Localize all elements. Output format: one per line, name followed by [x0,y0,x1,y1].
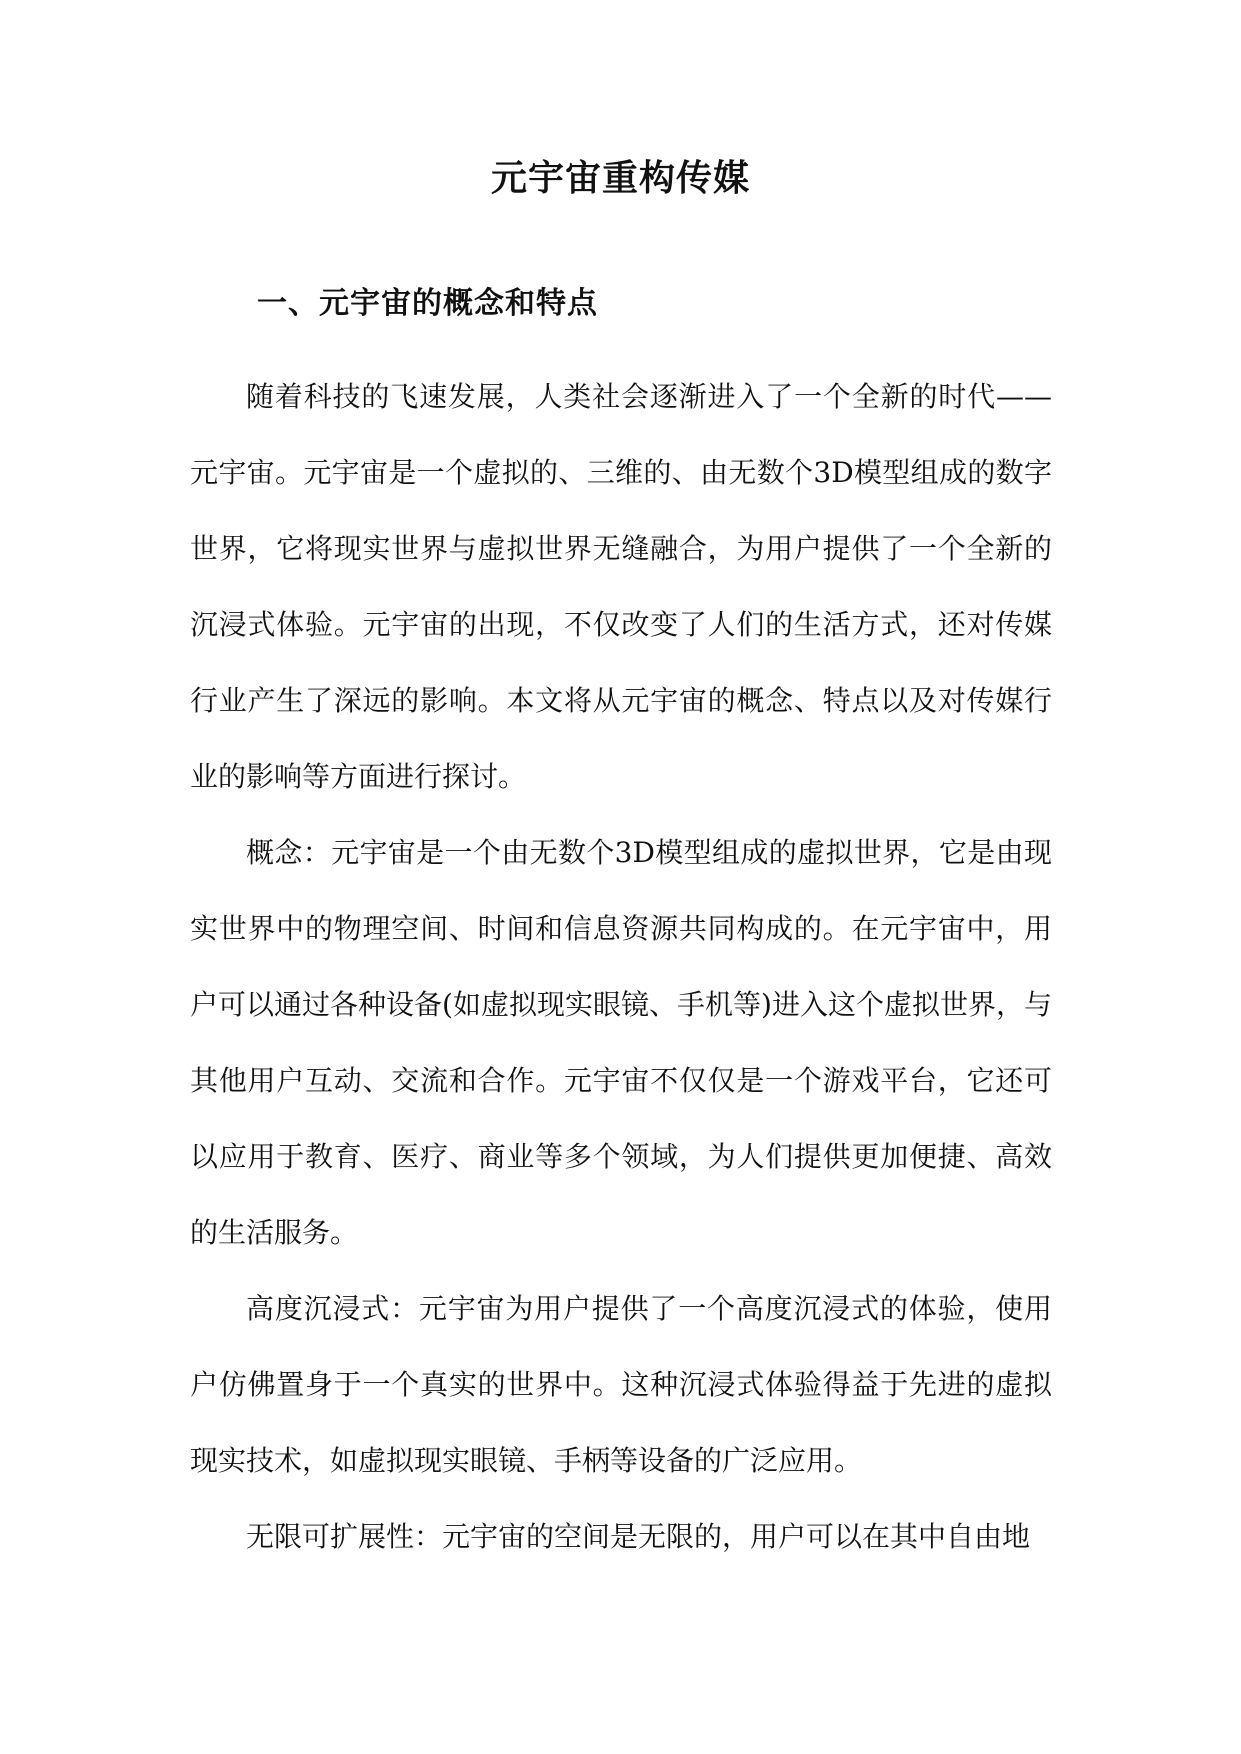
paragraph-immersive: 高度沉浸式：元宇宙为用户提供了一个高度沉浸式的体验，使用户仿佛置身于一个真实的世界中。这种沉浸式体验得益于先进的虚拟现实技术，如虚拟现实眼镜、手柄等设备的广泛应用。 [190,1292,1052,1477]
paragraph-intro: 随着科技的飞速发展，人类社会逐渐进入了一个全新的时代——元宇宙。元宇宙是一个虚拟的、三维的、由无数个3D模型组成的数字世界，它将现实世界与虚拟世界无缝融合，为用户提供了一个全新的沉浸式体验。元宇宙的出现，不仅改变了人们的生活方式，还对传媒行业产生了深远的影响。本文将从元宇宙的概念、特点以及对传媒行业的影响等方面进行探讨。 [190,380,1052,793]
section-heading: 一、元宇宙的概念和特点 [257,286,598,321]
paragraph-concept: 概念：元宇宙是一个由无数个3D模型组成的虚拟世界，它是由现实世界中的物理空间、时间和信息资源共同构成的。在元宇宙中，用户可以通过各种设备(如虚拟现实眼镜、手机等)进入这个虚拟世界，与其他用户互动、交流和合作。元宇宙不仅仅是一个游戏平台，它还可以应用于教育、医疗、商业等多个领域，为人们提供更加便捷、高效的生活服务。 [190,836,1052,1249]
document-title: 元宇宙重构传媒 [490,157,750,199]
paragraph-scalability: 无限可扩展性：元宇宙的空间是无限的，用户可以在其中自由地 [246,1520,1031,1553]
